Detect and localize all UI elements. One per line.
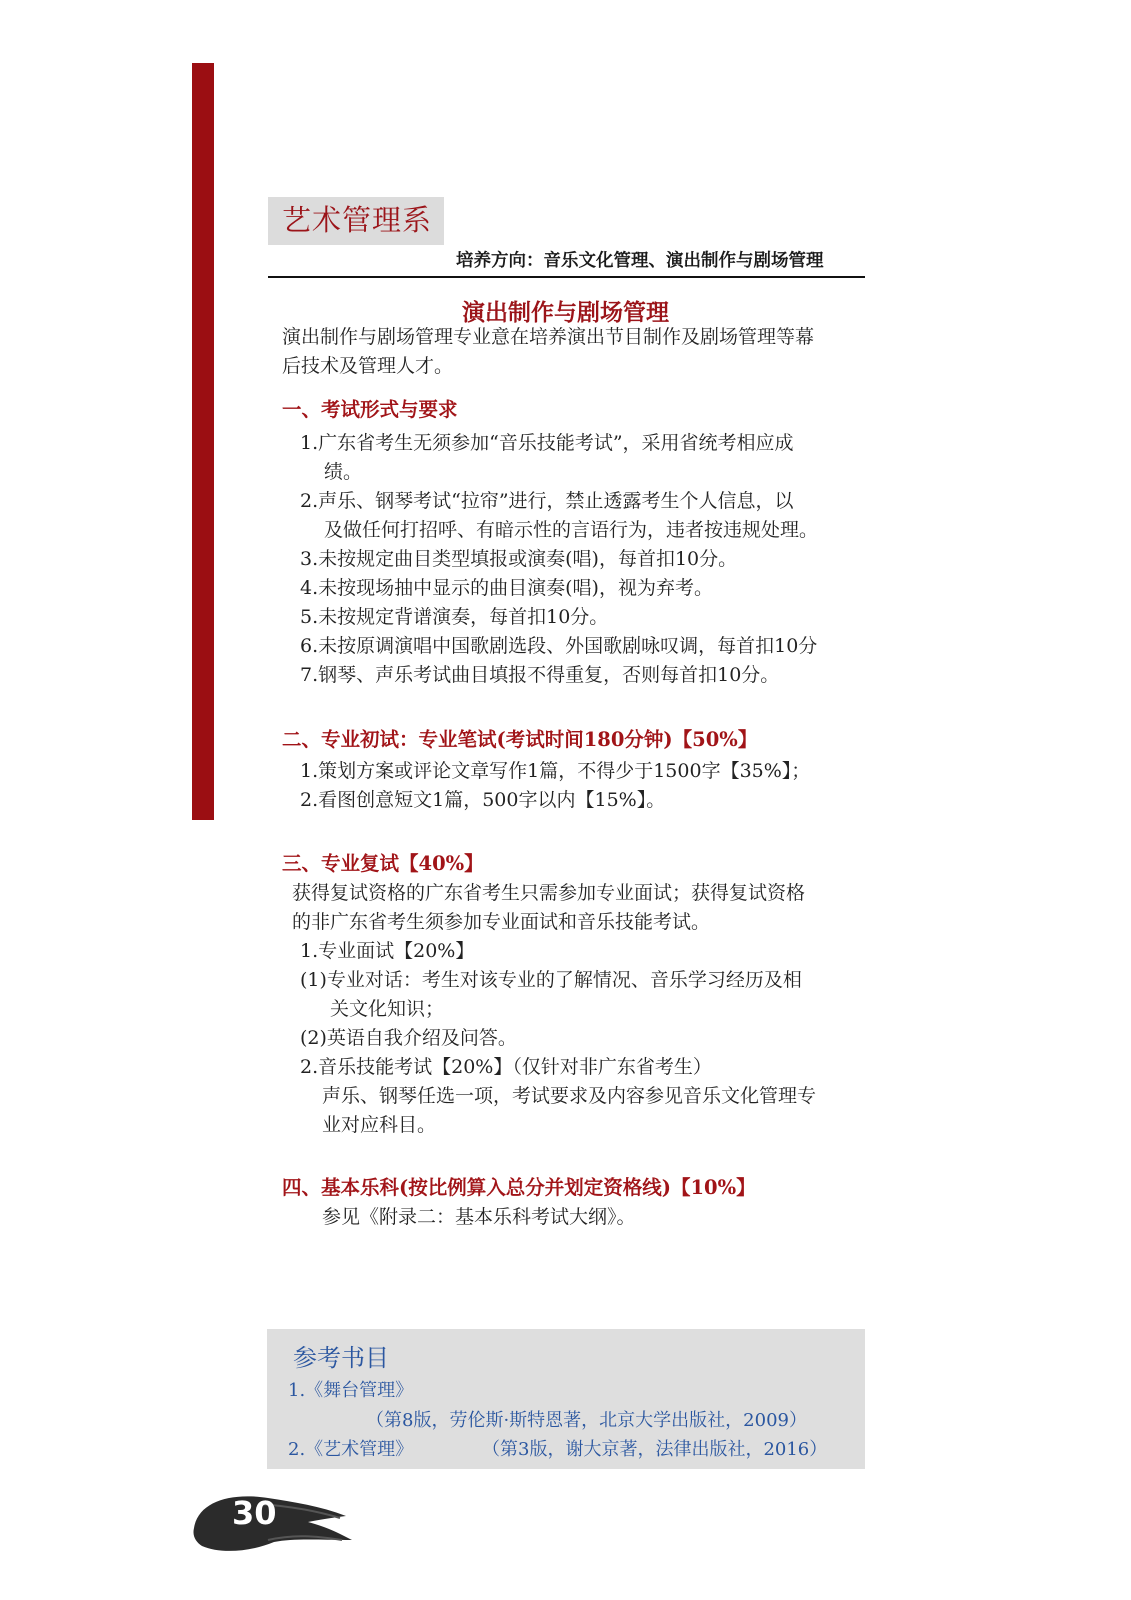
section-heading-written-exam: 二、专业初试：专业笔试(考试时间180分钟)【50%】 [282,728,758,751]
list-item: 4.未按现场抽中显示的曲目演奏(唱)，视为弃考。 [300,577,713,599]
references-title: 参考书目 [293,1344,389,1372]
decorative-red-bar [192,63,214,820]
paragraph-line: 参见《附录二：基本乐科考试大纲》。 [322,1206,636,1228]
list-item: 及做任何打招呼、有暗示性的言语行为，违者按违规处理。 [324,519,819,541]
department-title: 艺术管理系 [282,203,433,237]
list-item: 绩。 [324,461,363,483]
list-item: 1.专业面试【20%】 [300,940,475,962]
list-item: 1.广东省考生无须参加“音乐技能考试”，采用省统考相应成 [300,432,794,454]
list-item: 7.钢琴、声乐考试曲目填报不得重复，否则每首扣10分。 [300,664,780,686]
major-title: 演出制作与剧场管理 [462,299,669,326]
list-item: 2.声乐、钢琴考试“拉帘”进行，禁止透露考生个人信息，以 [300,490,794,512]
list-item: 2.看图创意短文1篇，500字以内【15%】。 [300,789,666,811]
list-item: 关文化知识； [330,998,445,1020]
section-heading-basic-music: 四、基本乐科(按比例算入总分并划定资格线)【10%】 [282,1176,756,1199]
intro-line: 演出制作与剧场管理专业意在培养演出节目制作及剧场管理等幕 [282,326,815,348]
reference-item: 1.《舞台管理》 [288,1380,414,1401]
list-item: 声乐、钢琴任选一项，考试要求及内容参见音乐文化管理专 [322,1085,817,1107]
header-divider [268,276,865,278]
paragraph-line: 的非广东省考生须参加专业面试和音乐技能考试。 [292,911,711,933]
reference-item: （第8版，劳伦斯·斯特恩著，北京大学出版社，2009） [366,1410,807,1431]
intro-line: 后技术及管理人才。 [282,355,454,377]
paragraph-line: 获得复试资格的广东省考生只需参加专业面试；获得复试资格 [292,882,806,904]
page-number: 30 [232,1494,277,1532]
list-item: 1.策划方案或评论文章写作1篇，不得少于1500字【35%】； [300,760,811,782]
reference-item: （第3版，谢大京著，法律出版社，2016） [482,1439,828,1460]
list-item: (2)英语自我介绍及问答。 [300,1027,517,1049]
list-item: 6.未按原调演唱中国歌剧选段、外国歌剧咏叹调，每首扣10分 [300,635,818,657]
list-item: 5.未按规定背谱演奏，每首扣10分。 [300,606,609,628]
list-item: 业对应科目。 [322,1114,437,1136]
training-direction: 培养方向：音乐文化管理、演出制作与剧场管理 [456,251,824,271]
section-heading-retest: 三、专业复试【40%】 [282,852,484,875]
section-heading-exam-format: 一、考试形式与要求 [282,398,458,421]
reference-item: 2.《艺术管理》 [288,1439,414,1460]
list-item: 2.音乐技能考试【20%】（仅针对非广东省考生） [300,1056,712,1078]
list-item: (1)专业对话：考生对该专业的了解情况、音乐学习经历及相 [300,969,802,991]
list-item: 3.未按规定曲目类型填报或演奏(唱)，每首扣10分。 [300,548,738,570]
